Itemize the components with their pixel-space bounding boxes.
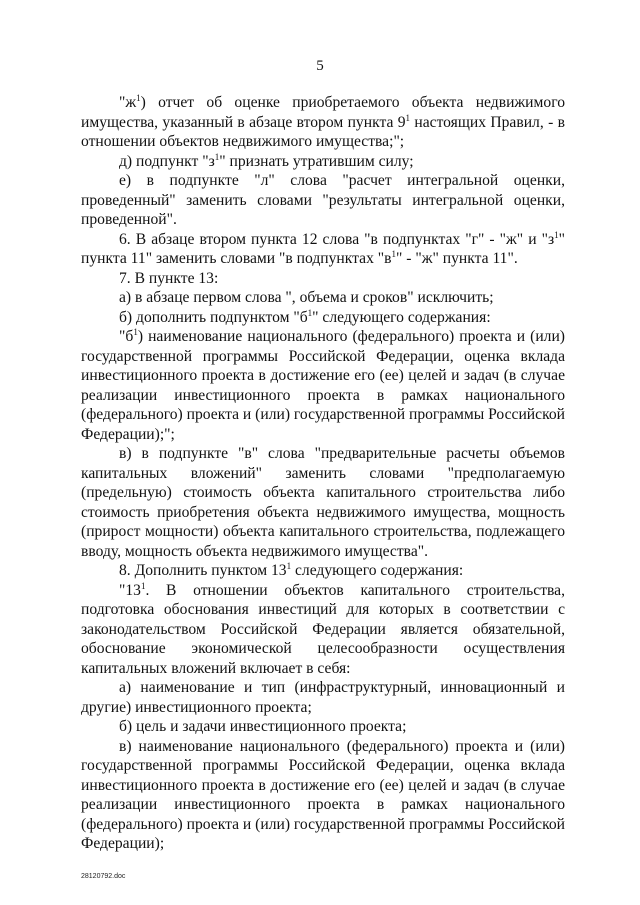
text-run: в) в подпункте "в" слова "предварительные расчеты объемов капитальных вложений" заменить словами "предполагаемую (предельную) стоимость объекта капитального строительства либо стоимость приобретения объекта недвижимого имущества, мощность (прирост мощности) объекта капитального строительства, подлежащего вводу, мощность объекта недвижимого имущества". [81, 445, 565, 560]
text-run: следующего содержания: [291, 562, 464, 579]
text-run: а) наименование и тип (инфраструктурный, инновационный и другие) инвестиционного проекта; [81, 679, 565, 716]
paragraph [81, 678, 565, 717]
text-run: 8. Дополнить пунктом 13 [119, 562, 287, 579]
text-run: настоящих Правил, - в отношении объектов недвижимого имущества;"; [81, 113, 565, 150]
superscript: 1 [136, 93, 141, 103]
paragraph [81, 288, 565, 308]
paragraph [81, 444, 565, 561]
text-run: б) цель и задачи инвестиционного проекта; [119, 718, 407, 735]
superscript: 1 [214, 151, 220, 162]
file-name-footer: 28120792.doc [81, 873, 126, 880]
paragraph [81, 581, 565, 679]
paragraph [81, 230, 565, 269]
superscript: 1 [286, 561, 292, 571]
paragraph [81, 93, 565, 152]
text-run: " следующего содержания: [312, 308, 491, 326]
paragraph [81, 152, 565, 172]
text-run: . В отношении объектов капитального строительства, подготовка обоснования инвестиций для которых в соответствии с законодательством Российской Федерации является обязательной, обоснование экономической целесообразности осуществления капитальных вложений включает в себя: [81, 581, 565, 677]
text-run: 6. В абзаце втором пункта 12 слова "в подпунктах "г" - "ж" и "з [119, 230, 555, 248]
text-run: "ж [119, 94, 137, 111]
text-run: "б [119, 328, 134, 345]
paragraph [81, 717, 565, 737]
superscript: 1 [554, 229, 559, 240]
text-run: в) наименование национального (федерального) проекта и (или) государственной программы Российской Федерации, оценка вклада инвестиционного проекта в достижение его (ее) целей и задач (в случае реализации инвестиционного проекта в рамках национального (федерального) проекта и (или) государственной программы Российской Федерации); [81, 737, 565, 852]
document-body [81, 93, 565, 854]
superscript: 1 [133, 327, 138, 337]
text-run: " признать утратившим силу; [219, 152, 414, 170]
superscript: 1 [140, 580, 146, 591]
superscript: 1 [391, 249, 396, 259]
text-run: "13 [119, 581, 141, 599]
text-run: е) в подпункте "л" слова "расчет интегральной оценки, проведенный" заменить словами "результаты интегральной оценки, проведенной". [81, 172, 565, 228]
paragraph [81, 308, 565, 328]
superscript: 1 [307, 307, 313, 318]
paragraph [81, 171, 565, 230]
text-run: а) в абзаце первом слова ", объема и сроков" исключить; [119, 289, 494, 306]
text-run: ) отчет об оценке приобретаемого объекта недвижимого имущества, указанный в абзаце втором пункта 9 [81, 94, 565, 131]
text-run: " пункта 11" заменить словами "в подпунктах "в [81, 230, 565, 267]
text-run: " - "ж" пункта 11". [396, 250, 518, 267]
text-run: 7. В пункте 13: [119, 269, 219, 287]
paragraph [81, 561, 565, 581]
text-run: ) наименование национального (федерального) проекта и (или) государственной программы Российской Федерации, оценка вклада инвестиционного проекта в достижение его (ее) целей и задач (в случае реализации инвестиционного проекта в рамках национального (федерального) проекта и (или) государственной программы Российской Федерации);"; [81, 328, 565, 443]
paragraph [81, 269, 565, 289]
text-run: д) подпункт "з [119, 152, 215, 170]
superscript: 1 [405, 112, 411, 123]
paragraph [81, 327, 565, 444]
text-run: б) дополнить подпунктом "б [119, 308, 308, 326]
page-number: 5 [316, 58, 324, 74]
paragraph [81, 737, 565, 854]
